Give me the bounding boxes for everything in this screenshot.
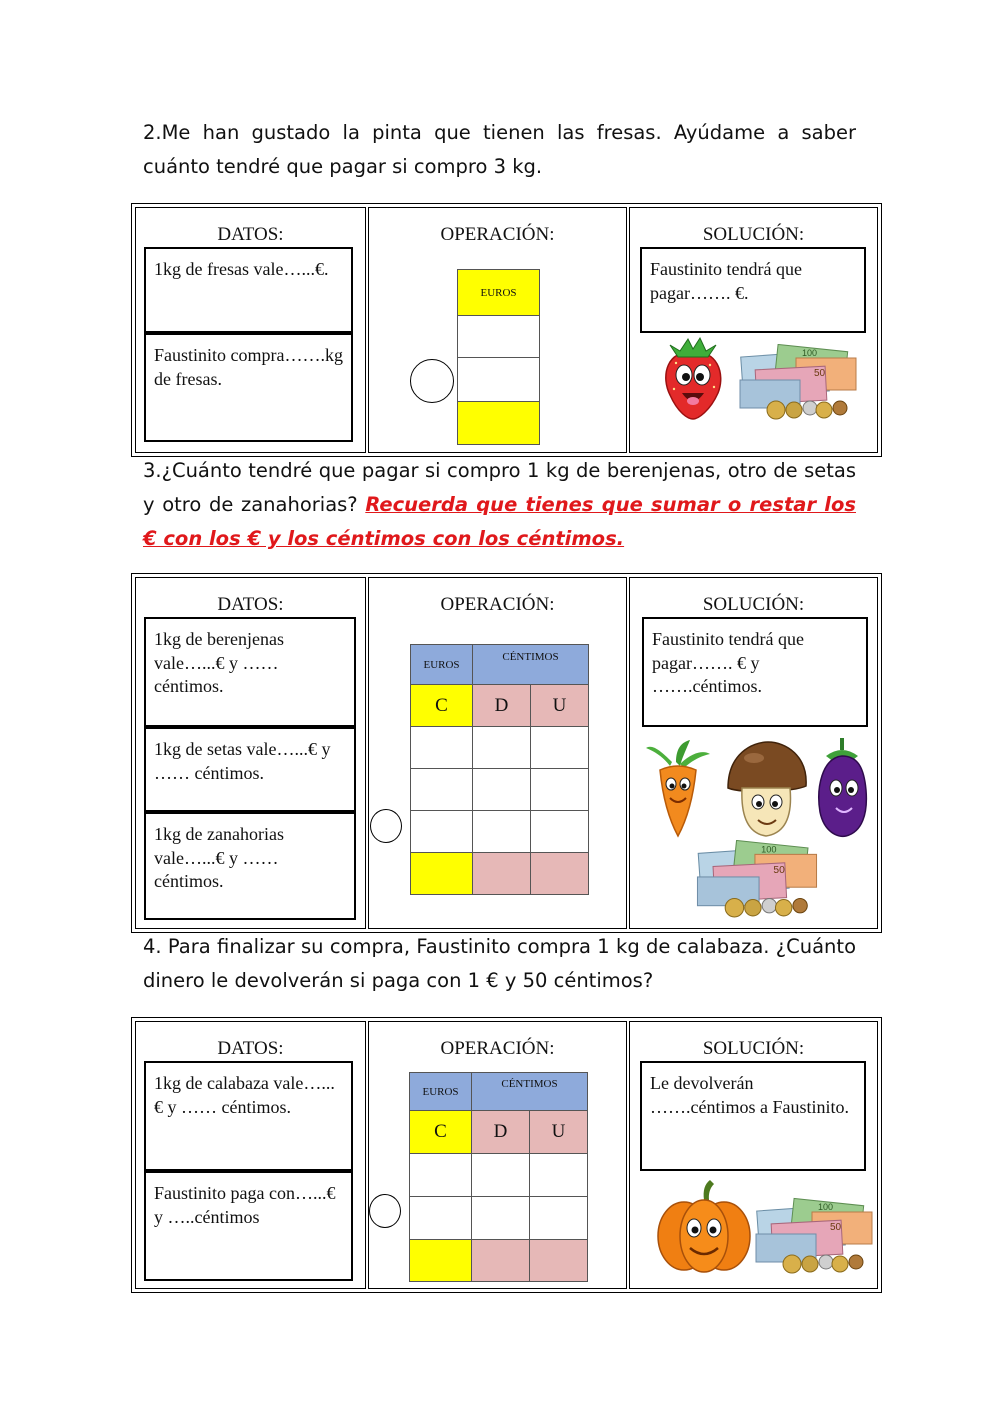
svg-text:100: 100 — [802, 348, 818, 358]
exercise-2-frame — [131, 203, 882, 457]
datos-header: DATOS: — [217, 1038, 284, 1059]
operacion-header: OPERACIÓN: — [440, 1038, 555, 1059]
result-cell[interactable] — [530, 1240, 588, 1282]
datos-header: DATOS: — [217, 224, 284, 245]
carrot-icon — [642, 740, 712, 840]
dato-calabaza[interactable]: 1kg de calabaza vale…...€ y …… céntimos. — [144, 1061, 353, 1171]
euros-header: EUROS — [410, 1073, 472, 1111]
operation-cell[interactable] — [473, 769, 531, 811]
exercise-3-frame — [131, 573, 882, 933]
svg-text:50: 50 — [830, 1222, 842, 1233]
strawberry-icon — [658, 335, 728, 421]
column-u: U — [531, 685, 589, 727]
eggplant-icon — [812, 734, 872, 840]
question-3-body: 3.¿Cuánto tendré que pagar si compro 1 kg de berenjenas, otro de setas y otro de zanahorias? — [143, 459, 856, 516]
column-d: D — [473, 685, 531, 727]
dato-pago[interactable]: Faustinito paga con…...€ y …..céntimos — [144, 1171, 353, 1281]
operation-cell[interactable] — [531, 811, 589, 853]
question-4-text: 4. Para finalizar su compra, Faustinito compra 1 kg de calabaza. ¿Cuánto dinero le devolverán si paga con 1 € y 50 céntimos? — [143, 935, 856, 992]
column-u: U — [530, 1111, 588, 1154]
money-icon — [692, 840, 822, 918]
svg-text:50: 50 — [814, 368, 826, 379]
dato-berenjenas[interactable]: 1kg de berenjenas vale…...€ y …… céntimos. — [144, 617, 356, 727]
column-c: C — [411, 685, 473, 727]
column-d: D — [472, 1111, 530, 1154]
solucion-fresas[interactable]: Faustinito tendrá que pagar……. €. — [640, 247, 866, 333]
pumpkin-icon — [654, 1178, 754, 1274]
operation-cell[interactable] — [411, 811, 473, 853]
operation-cell[interactable] — [411, 769, 473, 811]
operation-sign-circle[interactable] — [370, 809, 402, 843]
result-cell[interactable] — [472, 1240, 530, 1282]
operacion-header: OPERACIÓN: — [440, 594, 555, 615]
solucion-header: SOLUCIÓN: — [702, 594, 805, 615]
question-3-highlight: Recuerda que tienes que sumar o restar los € con los € y los céntimos con los céntimos. — [143, 493, 856, 550]
operation-table — [410, 644, 589, 895]
datos-header: DATOS: — [217, 594, 284, 615]
result-cell[interactable] — [473, 853, 531, 895]
result-cell[interactable] — [410, 1240, 472, 1282]
centimos-header: CÉNTIMOS — [473, 645, 589, 685]
result-cell[interactable] — [531, 853, 589, 895]
operation-cell[interactable] — [530, 1154, 588, 1197]
dato-zanahorias[interactable]: 1kg de zanahorias vale…...€ y …… céntimos. — [144, 812, 356, 920]
operation-table — [457, 269, 540, 445]
exercise-4-frame — [131, 1017, 882, 1293]
operation-cell[interactable] — [411, 727, 473, 769]
solucion-header: SOLUCIÓN: — [702, 1038, 805, 1059]
operation-cell[interactable] — [531, 769, 589, 811]
dato-setas[interactable]: 1kg de setas vale…...€ y …… céntimos. — [144, 727, 356, 812]
operation-cell[interactable] — [472, 1154, 530, 1197]
euros-header: EUROS — [458, 270, 540, 316]
operation-cell[interactable] — [410, 1154, 472, 1197]
column-c: C — [410, 1111, 472, 1154]
question-3-text — [143, 454, 856, 556]
centimos-header: CÉNTIMOS — [472, 1073, 588, 1111]
euros-header: EUROS — [411, 645, 473, 685]
svg-text:50: 50 — [773, 864, 785, 876]
solucion-header: SOLUCIÓN: — [702, 224, 805, 245]
svg-text:100: 100 — [761, 844, 777, 855]
solucion-devolucion[interactable]: Le devolverán …….céntimos a Faustinito. — [640, 1061, 866, 1171]
operation-cell[interactable] — [530, 1197, 588, 1240]
operation-cell[interactable] — [458, 358, 540, 402]
result-cell[interactable] — [411, 853, 473, 895]
operation-cell[interactable] — [473, 727, 531, 769]
operation-cell[interactable] — [531, 727, 589, 769]
operation-cell[interactable] — [458, 316, 540, 358]
operation-cell[interactable] — [410, 1197, 472, 1240]
question-2-text: 2.Me han gustado la pinta que tienen las fresas. Ayúdame a saber cuánto tendré que pagar si compro 3 kg. — [143, 121, 856, 178]
svg-text:100: 100 — [818, 1202, 834, 1212]
dato-fresas-kilos[interactable]: Faustinito compra…….kg de fresas. — [144, 333, 353, 442]
dato-fresas-precio[interactable]: 1kg de fresas vale…...€. — [144, 247, 353, 333]
operation-cell[interactable] — [473, 811, 531, 853]
money-icon — [736, 344, 860, 420]
operation-cell[interactable] — [472, 1197, 530, 1240]
result-cell[interactable] — [458, 402, 540, 445]
mushroom-icon — [724, 740, 810, 840]
solucion-compra[interactable]: Faustinito tendrá que pagar……. € y …….céntimos. — [642, 617, 868, 727]
operation-sign-circle[interactable] — [369, 1194, 401, 1228]
operation-table — [409, 1072, 588, 1282]
operation-sign-circle[interactable] — [410, 359, 454, 403]
money-icon — [752, 1196, 876, 1276]
operacion-header: OPERACIÓN: — [440, 224, 555, 245]
